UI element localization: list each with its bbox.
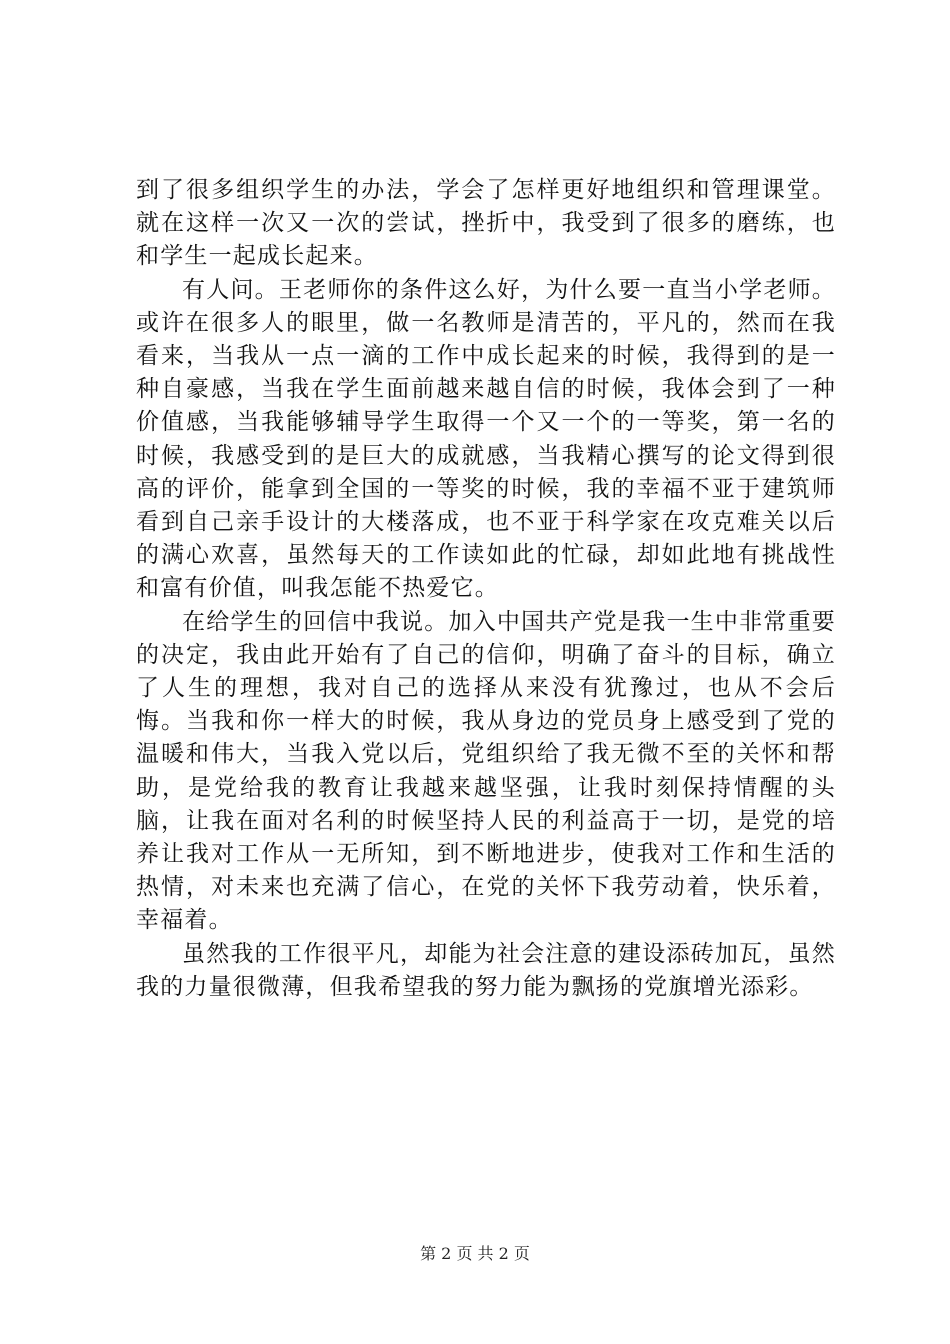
- paragraph-continuation: 到了很多组织学生的办法，学会了怎样更好地组织和管理课堂。就在这样一次又一次的尝试，挫折中，我受到了很多的磨练，也和学生一起成长起来。: [136, 177, 836, 270]
- paragraph-conclusion: 虽然我的工作很平凡，却能为社会注意的建设添砖加瓦，虽然我的力量很微薄，但我希望我的努力能为飘扬的党旗增光添彩。: [136, 940, 836, 1000]
- page-number: 第 2 页 共 2 页: [420, 1244, 530, 1263]
- paragraph-teacher-question: 有人问。王老师你的条件这么好，为什么要一直当小学老师。或许在很多人的眼里，做一名教师是清苦的，平凡的，然而在我看来，当我从一点一滴的工作中成长起来的时候，我得到的是一种自豪感，当我在学生面前越来越自信的时候，我体会到了一种价值感，当我能够辅导学生取得一个又一个的一等奖，第一名的时候，我感受到的是巨大的成就感，当我精心撰写的论文得到很高的评价，能拿到全国的一等奖的时候，我的幸福不亚于建筑师看到自己亲手设计的大楼落成，也不亚于科学家在攻克难关以后的满心欢喜，虽然每天的工作读如此的忙碌，却如此地有挑战性和富有价值，叫我怎能不热爱它。: [136, 276, 836, 602]
- paragraph-party-reply: 在给学生的回信中我说。加入中国共产党是我一生中非常重要的决定，我由此开始有了自己的信仰，明确了奋斗的目标，确立了人生的理想，我对自己的选择从来没有犹豫过，也从不会后悔。当我和你一样大的时候，我从身边的党员身上感受到了党的温暖和伟大，当我入党以后，党组织给了我无微不至的关怀和帮助，是党给我的教育让我越来越坚强，让我时刻保持情醒的头脑，让我在面对名利的时候坚持人民的利益高于一切，是党的培养让我对工作从一无所知，到不断地进步，使我对工作和生活的热情，对未来也充满了信心，在党的关怀下我劳动着，快乐着，幸福着。: [136, 608, 836, 934]
- document-body: [136, 174, 836, 1004]
- page-footer: [0, 1244, 950, 1264]
